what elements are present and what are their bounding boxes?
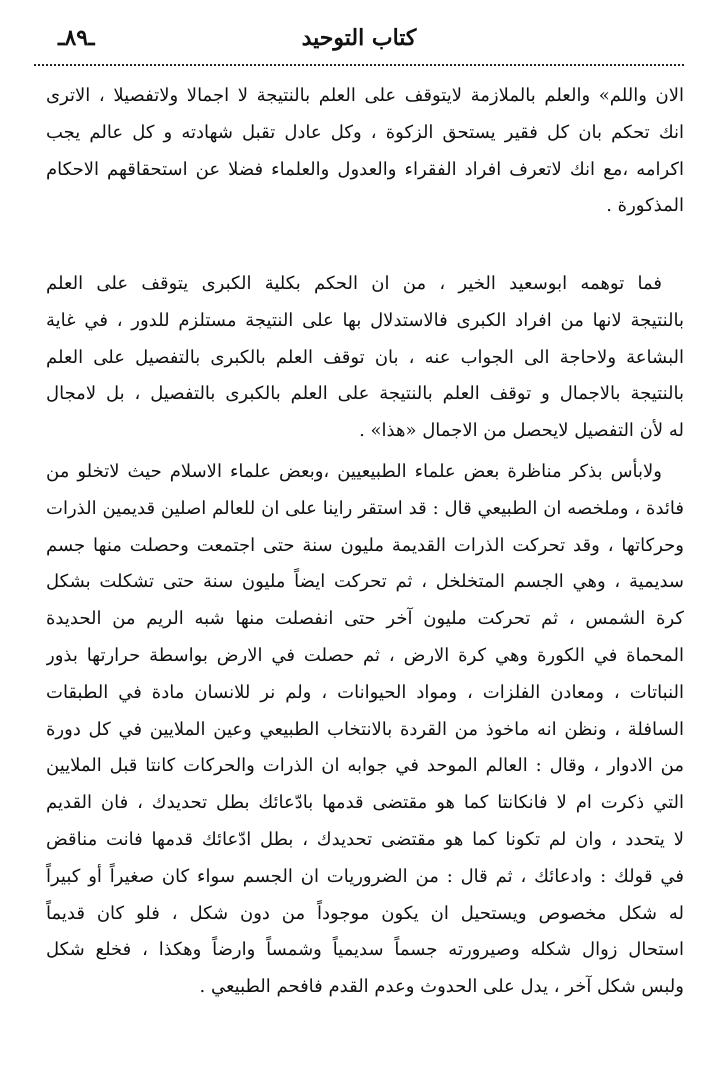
text-line: السافلة ، ونظن انه ماخوذ من القردة بالانتخاب الطبيعي وعين الملايين في كل دورة [46,718,684,740]
body-text [46,78,684,998]
text-line: البشاعة ولاحاجة الى الجواب عنه ، بان توقف العلم بالكبرى بالتفصيل على العلم [46,346,684,368]
text-line: فما توهمه ابوسعيد الخير ، من ان الحكم بكلية الكبرى يتوقف على العلم [46,273,662,294]
text-line: اكرامه ،مع انك لاتعرف افراد الفقراء والعدول والعلماء فضلا عن استحقاقهم الاحكام [46,158,684,180]
paragraph-1 [46,78,684,266]
paragraph-3 [46,454,684,998]
text-line: ولابأس بذكر مناظرة بعض علماء الطبيعيين ،وبعض علماء الاسلام حيث لاتخلو من [46,461,662,482]
book-title: كتاب التوحيد [301,25,417,51]
paragraph-2 [46,266,684,454]
text-line: الان واللم» والعلم بالملازمة لايتوقف على العلم بالنتيجة لا اجمالا ولاتفصيلا ، الاترى [46,85,684,106]
header-divider [34,64,684,66]
text-line: سديمية ، وهي الجسم المتخلخل ، ثم تحركت ايضاً مليون سنة حتى تشكلت بشكل [46,571,684,593]
text-line: ولبس شكل آخر ، يدل على الحدوث وعدم القدم فافحم الطبيعي . [199,976,684,998]
text-line: من الادوار ، وقال : العالم الموحد في جوابه ان الذرات والحركات كانتا قبل الملايين [46,755,684,777]
text-line: في قولك : وادعائك ، ثم قال : من الضروريات ان الجسم سواء كان صغيراً أو كبيراً [46,865,684,887]
text-line: لا يتحدد ، وان لم تكونا كما هو مقتضى تحديدك ، بطل ادّعائك قدمها فانت مناقض [46,828,684,850]
text-line: انك تحكم بان كل فقير يستحق الزكوة ، وكل عادل تقبل شهادته و كل عالم يجب [46,121,684,143]
text-line: كرة الشمس ، ثم تحركت مليون آخر حتى انفصلت منها شبه الريم من الحديدة [46,608,684,630]
text-line: المذكورة . [606,195,684,217]
text-line: وحركاتها ، وقد تحركت الذرات القديمة مليون سنة حتى اجتمعت وحصلت منها جسم [46,534,684,556]
text-line: المحماة في الكورة وهي كرة الارض ، ثم حصلت في الارض بواسطة حرارتها بذور [46,644,684,666]
text-line: استحال زوال شكله وصيرورته جسماً سديمياً وشمساً وارضاً وهكذا ، فخلع شكل [46,939,684,961]
text-line: النباتات ، ومعادن الفلزات ، ومواد الحيوانات ، ولم نر للانسان مادة في الطبقات [46,681,684,703]
text-line: له شكل مخصوص ويستحيل ان يكون موجوداً من دون شكل ، فلو كان قديماً [46,902,684,924]
page-number: ـ٨٩ـ [58,25,95,51]
text-line: فائدة ، وملخصه ان الطبيعي قال : قد استقر راينا على ان للعالم اصلين قديمين الذرات [46,497,684,519]
text-line: بالنتيجة بالاجمال و توقف العلم بالنتيجة على العلم بالكبرى بالتفصيل ، بل لامجال [46,383,684,405]
text-line: له لأن التفصيل لايحصل من الاجمال «هذا» . [359,420,684,442]
text-line: التي ذكرت ام لا فانكانتا كما هو مقتضى قدمها بادّعائك بطل تحديدك ، فان القديم [46,792,684,814]
text-line: بالنتيجة لانها من افراد الكبرى فالاستدلال بها على النتيجة مستلزم للدور ، في غاية [46,309,684,331]
page-header [40,22,678,58]
